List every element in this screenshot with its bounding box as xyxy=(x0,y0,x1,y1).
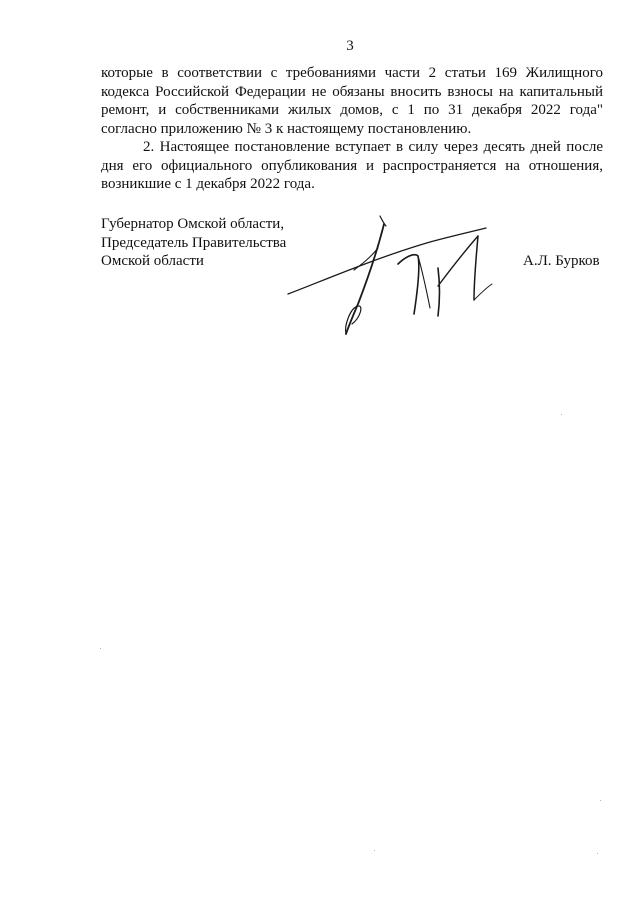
position-line-2: Председатель Правительства xyxy=(101,234,287,251)
handwritten-signature xyxy=(280,208,500,338)
position-line-3: Омской области xyxy=(101,253,204,269)
position-line-1: Губернатор Омской области, xyxy=(101,216,285,232)
scan-speck xyxy=(597,853,598,854)
body-text xyxy=(101,64,603,194)
signatory-position xyxy=(101,215,286,271)
signatory-name: А.Л. Бурков xyxy=(523,253,600,269)
paragraph-continuation: которые в соответствии с требованиями части 2 статьи 169 Жилищного кодекса Российской Федерации не обязаны вносить взносы на капитальный ремонт, и собственниками жилых домов, с 1 по 31 декабря 2022 года" согласно приложению № 3 к настоящему постановлению. xyxy=(101,65,603,137)
scan-speck xyxy=(600,800,601,801)
scan-speck xyxy=(561,414,562,415)
page-number: 3 xyxy=(346,38,354,54)
paragraph-2: 2. Настоящее постановление вступает в силу через десять дней после дня его официального опубликования и распространяется на отношения, возникшие с 1 декабря 2022 года. xyxy=(101,139,603,192)
scan-speck xyxy=(374,850,375,851)
scan-speck xyxy=(100,648,101,649)
